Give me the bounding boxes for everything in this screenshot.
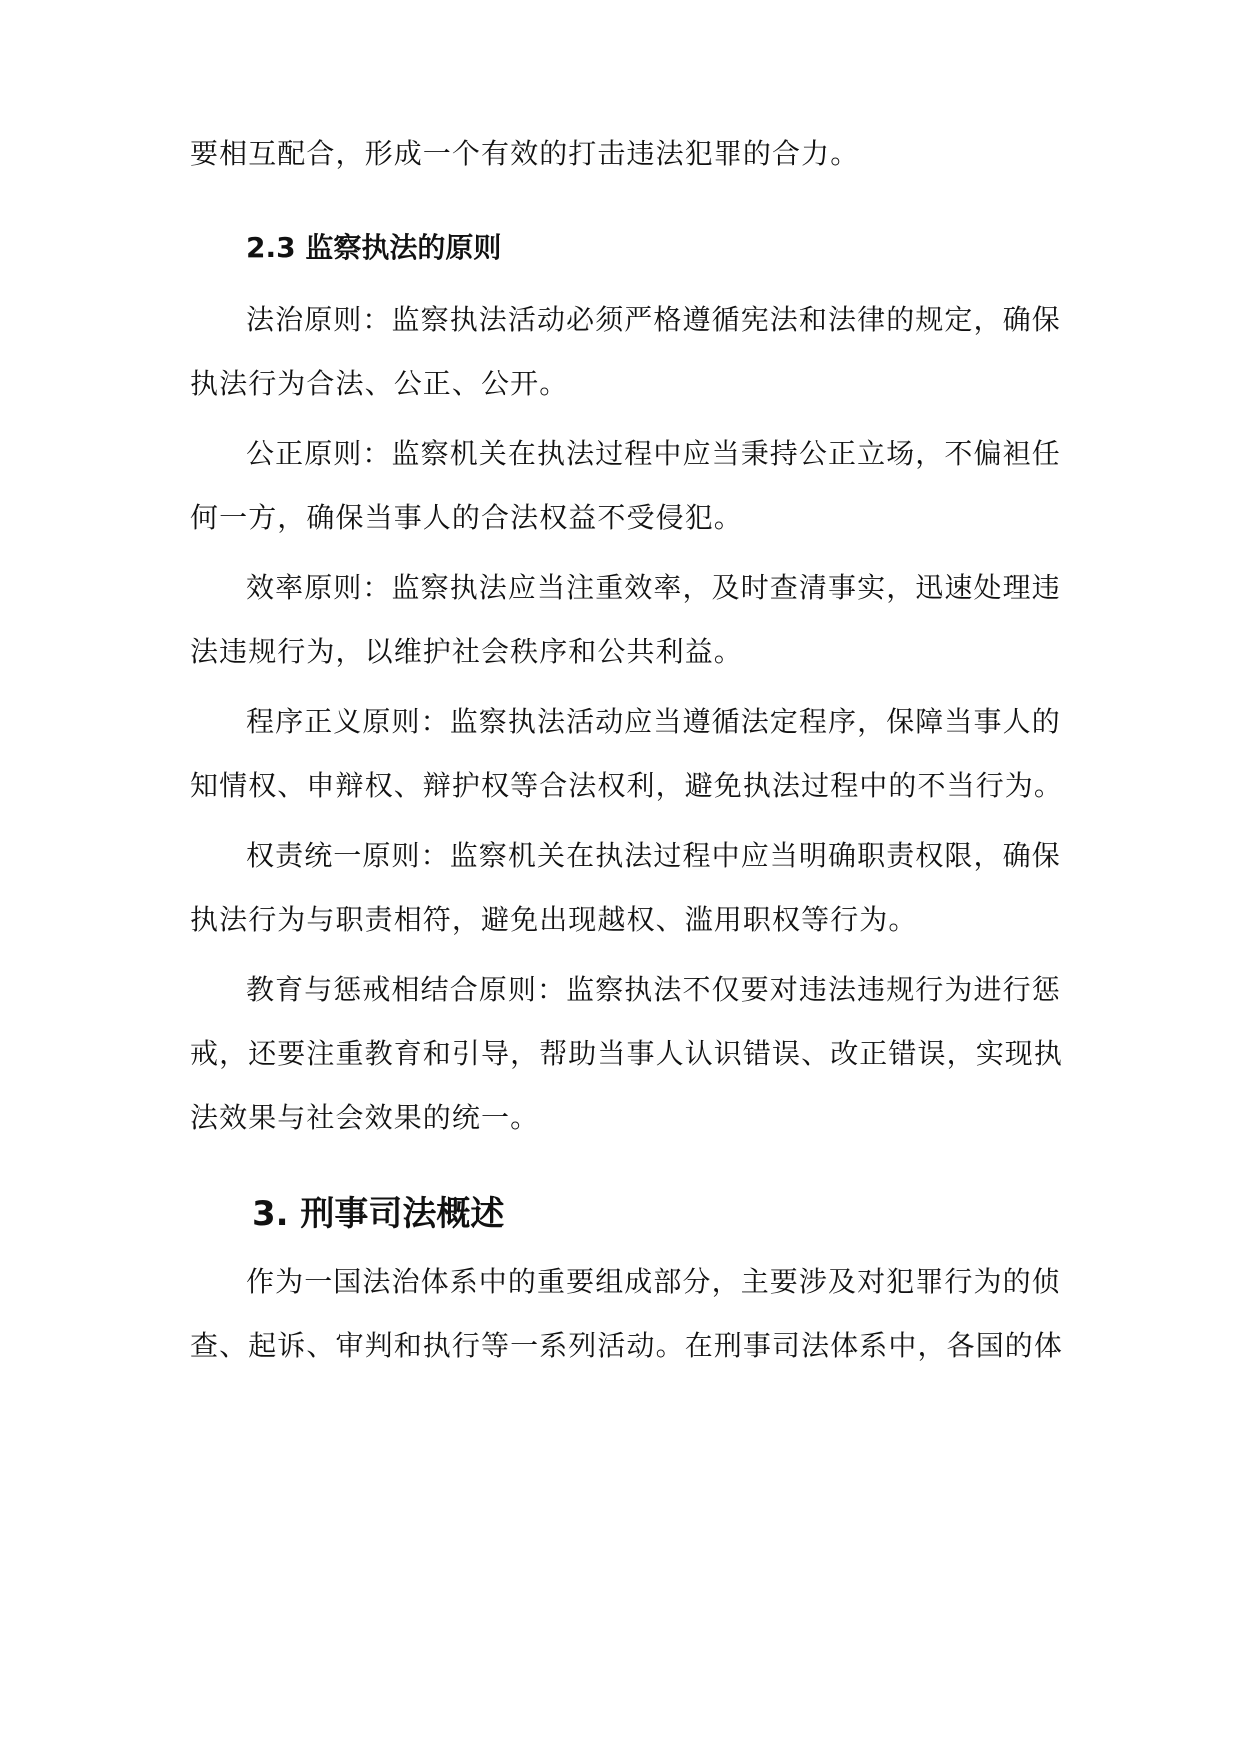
paragraph-line: 公正原则：监察机关在执法过程中应当秉持公正立场，不偏袒任 [246, 437, 1061, 470]
paragraph-line: 教育与惩戒相结合原则：监察执法不仅要对违法违规行为进行惩 [246, 973, 1061, 1006]
paragraph-line: 权责统一原则：监察机关在执法过程中应当明确职责权限，确保 [246, 839, 1061, 872]
section-heading-2-3: 2.3 监察执法的原则 [246, 231, 502, 264]
paragraph-line: 要相互配合，形成一个有效的打击违法犯罪的合力。 [190, 137, 860, 170]
paragraph-line: 执法行为合法、公正、公开。 [190, 367, 569, 400]
paragraph-line: 作为一国法治体系中的重要组成部分，主要涉及对犯罪行为的侦 [246, 1265, 1061, 1298]
paragraph-line: 知情权、申辩权、辩护权等合法权利，避免执法过程中的不当行为。 [190, 769, 1064, 802]
section-heading-3: 3. 刑事司法概述 [252, 1194, 505, 1234]
paragraph-line: 查、起诉、审判和执行等一系列活动。在刑事司法体系中，各国的体 [190, 1329, 1064, 1362]
paragraph-line: 戒，还要注重教育和引导，帮助当事人认识错误、改正错误，实现执 [190, 1037, 1064, 1070]
paragraph-line: 程序正义原则：监察执法活动应当遵循法定程序，保障当事人的 [246, 705, 1061, 738]
paragraph-line: 法违规行为，以维护社会秩序和公共利益。 [190, 635, 743, 668]
paragraph-line: 法治原则：监察执法活动必须严格遵循宪法和法律的规定，确保 [246, 303, 1061, 336]
paragraph-line: 何一方，确保当事人的合法权益不受侵犯。 [190, 501, 743, 534]
paragraph-line: 法效果与社会效果的统一。 [190, 1101, 540, 1134]
paragraph-line: 执法行为与职责相符，避免出现越权、滥用职权等行为。 [190, 903, 918, 936]
paragraph-line: 效率原则：监察执法应当注重效率，及时查清事实，迅速处理违 [246, 571, 1061, 604]
